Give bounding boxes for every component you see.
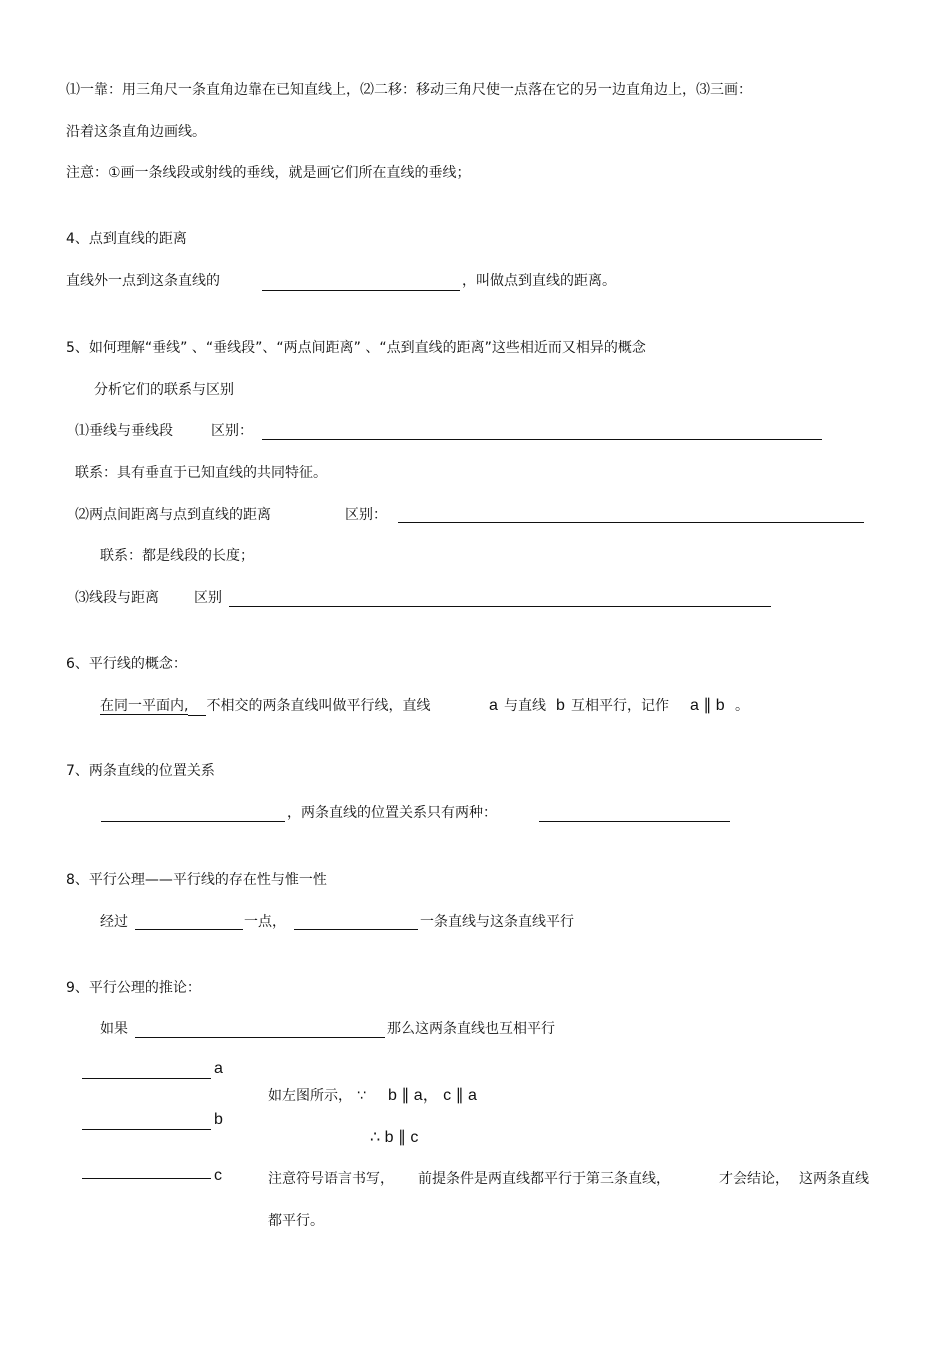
section-6-heading: 6、平行线的概念： [66, 656, 187, 672]
section-4-sentence-post: ，叫做点到直线的距离。 [462, 273, 616, 289]
with-text: 与直线 [504, 698, 546, 714]
line-a [82, 1078, 211, 1079]
item-3-label: ⑶线段与距离 [75, 590, 159, 606]
section-5-heading: 5、如何理解“垂线” 、“垂线段”、“两点间距离” 、“点到直线的距离”这些相近而又相异的概念 [66, 340, 646, 356]
note-part-5: 都平行。 [268, 1213, 324, 1229]
item-1-link: 联系：具有垂直于已知直线的共同特征。 [75, 465, 327, 481]
item-1-label: ⑴垂线与垂线段 [75, 423, 173, 439]
underlined-phrase: 在同一平面内, [100, 698, 189, 714]
because-expression: b ∥ a， c ∥ a [388, 1087, 477, 1104]
parallel-notation: a ∥ b [690, 697, 725, 714]
item-3-diff-label: 区别 [194, 590, 222, 606]
if-text: 如果 [100, 1021, 128, 1037]
line-c [82, 1178, 211, 1179]
var-a: a [489, 697, 498, 714]
blank-line[interactable] [262, 439, 822, 440]
section-4-sentence-pre: 直线外一点到这条直线的 [66, 273, 220, 289]
var-b: b [556, 697, 565, 714]
figure-ref: 如左图所示， [268, 1088, 352, 1104]
section-8-mid: 一点， [244, 914, 286, 930]
note-part-1: 注意符号语言书写， [268, 1171, 394, 1187]
label-c: c [214, 1167, 222, 1184]
item-2-link: 联系：都是线段的长度； [100, 548, 254, 564]
parallel-definition [100, 697, 430, 716]
section-9-heading: 9、平行公理的推论： [66, 980, 201, 996]
note-part-2: 前提条件是两直线都平行于第三条直线， [418, 1171, 670, 1187]
underline-gap [188, 697, 206, 716]
item-1-diff-label: 区别： [211, 423, 253, 439]
section-8-pre: 经过 [100, 914, 128, 930]
section-8-post: 一条直线与这条直线平行 [420, 914, 574, 930]
therefore-expression: ∴ b ∥ c [370, 1129, 419, 1146]
definition-text: 不相交的两条直线叫做平行线，直线 [206, 698, 431, 714]
label-a: a [214, 1060, 223, 1077]
blank-line[interactable] [398, 522, 864, 523]
section-8-heading: 8、平行公理——平行线的存在性与惟一性 [66, 872, 327, 888]
because-symbol: ∵ [357, 1088, 366, 1104]
section-5-subheading: 分析它们的联系与区别 [94, 382, 234, 398]
item-2-diff-label: 区别： [345, 507, 387, 523]
section-7-text: ，两条直线的位置关系只有两种： [287, 805, 497, 821]
section-4-heading: 4、点到直线的距离 [66, 231, 187, 247]
section-7-heading: 7、两条直线的位置关系 [66, 763, 215, 779]
blank-line[interactable] [539, 821, 730, 822]
blank-line[interactable] [294, 929, 418, 930]
then-text: 那么这两条直线也互相平行 [387, 1021, 555, 1037]
blank-line[interactable] [135, 1037, 385, 1038]
line-b [82, 1129, 211, 1130]
relation-text: 互相平行，记作 [571, 698, 669, 714]
period: 。 [735, 698, 749, 714]
note-part-4: 这两条直线 [799, 1171, 869, 1187]
note-text: 注意：①画一条线段或射线的垂线，就是画它们所在直线的垂线； [66, 165, 471, 181]
blank-line[interactable] [135, 929, 243, 930]
note-part-3: 才会结论， [719, 1171, 789, 1187]
step-text-cont: 沿着这条直角边画线。 [66, 124, 206, 140]
item-2-label: ⑵两点间距离与点到直线的距离 [75, 507, 271, 523]
blank-line[interactable] [101, 821, 285, 822]
label-b: b [214, 1111, 223, 1128]
step-text: ⑴一靠：用三角尺一条直角边靠在已知直线上，⑵二移：移动三角尺使一点落在它的另一边直角边上，⑶三画： [66, 82, 752, 98]
blank-line[interactable] [229, 606, 771, 607]
blank-line[interactable] [262, 290, 460, 291]
